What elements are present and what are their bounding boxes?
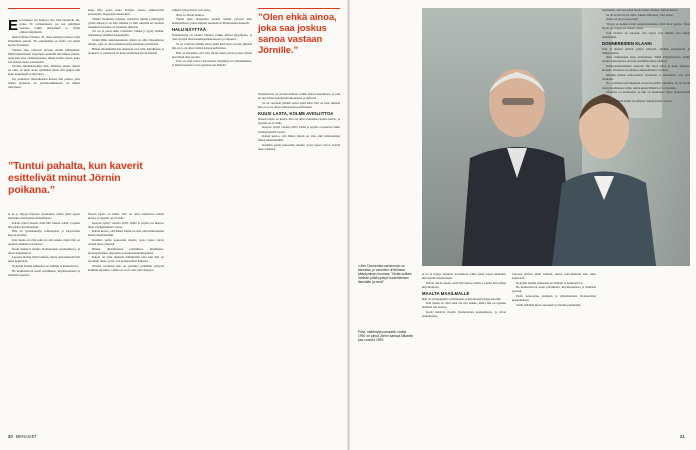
paragraph: Hän on kuvannut, että Jörn tuntui usein olevan poissa silloin kun häntä olisi tarvittu. <box>172 50 252 59</box>
column-2b <box>88 212 164 427</box>
magazine-name: MENAISET <box>15 434 38 439</box>
paragraph: Vaikka Donnerin mieliset sivistävät muilla toimittajilla pyrkii aikaan ja on isän suunnat ja ehtii tuupäitä eri suomen lokakäistä kausien eri sanoisien ihmeltii. <box>88 16 164 29</box>
paragraph: Isän maine on ollut sekä etu että taakka, mutta hän on oppinut elämään sen kanssa. <box>8 238 80 247</box>
photo-caption-top: »Jörn Donnerista varhemmin on kamalaa, jo varsinkin urheilussa kääntymisen huomaa. ”Motta sutilain ihmisen pitää pystyä huolehtimaan itsestään ja minä”. <box>358 264 412 285</box>
paragraph: Tunnen aika vahvasti olevani Jörnin jälkipäänsä. Ehtäiväyksellisesti kirjoitusta keskellä hän kätkee meille, joten kun oma vanhempaisuus, mitkä todella sitten, koko sen aiempi tiisen poissatieitä. <box>8 47 80 64</box>
paragraph: Ylpeys on kaikista mun tunnettavuudesta, mitä taloa lapsila. Tässä hyvin on, kirjoja tai muuta sijaan. <box>602 21 690 30</box>
paragraph: Lapsena Rafael ihaili isäänsä, mutta teini-ikäisenä hän alkoi kapinoida. <box>512 272 596 281</box>
paragraph: Kuopus syntyi vuonna 2003. Isällä ja pojalla on ikäeroa lähes viisikymmentä vuotta. <box>88 220 164 229</box>
paragraph: Nissen lapsia on kuusi. Jörn on ollut naimisissa kolme kertaa, ja lapsilla on eri äidit. <box>88 212 164 221</box>
paragraph: He keskustelevat usein politiikasta, kirjallisuudesta ja elämästä yleensä. <box>512 285 596 294</box>
paragraph: ei ko ja mijoja mijoissa suosituksia tytkin joilla lapset laimeikas niin kentän menemiseen. <box>422 272 506 281</box>
paragraph: kaija lätn, joska koko Pohjola taistoo ehkittyöstää perustajiaa, hoppujaan kaukoakin. <box>88 8 164 17</box>
paragraph: tapahtunut, niin sua kyllä huolta heitja ainoina, Rafael kertoo. <box>602 8 679 12</box>
paragraph: nvartuneet ole helppoa olla Jörn Donnerin, 82, poika. Et varmaankaan, jos sen päättäjien seurasta toimii jääsepäkkä ja tyhjin ohdeavainjääsenä. <box>19 18 80 35</box>
photo-caption-bottom: Päivi, näitämyyhuomaatiin vuotta 1992 on juttua Jörnin kanssa Mikaelin kaa vuonna 1992. <box>358 330 414 343</box>
paragraph: Kesäisin perhe kokoontui maalle, jossa lapset saivat viettää aikaa yhdessä. <box>258 142 340 151</box>
pull-quote-left: ”Tuntui pahalta, kun kaverit esittelivät minut Jörnin poikana.” <box>8 160 143 196</box>
paragraph: suhteen tyttöystävät, tole jaltaa. <box>172 8 212 12</box>
section-heading: KUUSI LASTA, KOLME AVIOLIITTOA <box>258 110 334 116</box>
paragraph: Niin, se Jörnin mainos. <box>176 12 205 17</box>
quote-accent-rule <box>258 8 340 9</box>
paragraph: Olen valmistanut koko kertaailaan. Tämä Pohjoismaissa toimii tuonut isäni kanssa, että me vietämme aikaa yhdessä. <box>602 55 690 64</box>
paragraph: Hänen mielenkiintoisia aiheitaan ovat mm. kirjallisuus ja elokuvat, ja perheessä on kokoontuminen hyvin tärkeää. <box>88 46 164 55</box>
pull-quote-right: ”Olen ehkä ainoa, joka saa joskus sanoa vastaan Jörnille.” <box>258 12 337 56</box>
paragraph: Klaanin jäsenet kokoontuvat vuosittain, ja tapaamiset ovat aina vilkkaita. <box>602 72 690 81</box>
section-heading: MAALTA MAAILMALLE <box>422 290 470 296</box>
paragraph: Jörnin lähin sukulaisuudesta isänsä on ollut riippumaton johtaja, joka on ollut uudelleen kirjoittamassa perintönsä. <box>88 38 164 47</box>
column-2 <box>88 8 164 156</box>
paragraph: Hinnat tiirinmaiseen politiikkaa, kirjailijana, kosmopoliittina, ohjaajana ja keskustelukumppanina. <box>88 246 164 255</box>
paragraph: Omalla tavallaan hän on pyrkinyt pitämään yhteyttä kaikkiin lapsiinsa, vaikka se ei ole aina ollut helppoa. <box>88 264 164 273</box>
column-7 <box>602 8 690 428</box>
paragraph: Perhe kokoontuu jouluisin ja juhannuksena Donnereiden kesäpaikkaan. <box>512 294 596 303</box>
column-1b <box>8 212 80 427</box>
paragraph: Rafael mietti kauan, mitä hän haluaa tehdä. Lopulta hän päätyi kirjoittamaan. <box>422 280 506 289</box>
paragraph: Rafael on ollut mukana elämässään aina kun hän on tarvinnut tukea, ja he ovat keskustelleet kaikesta. <box>88 255 164 264</box>
paragraph: Rafael kertoo, että hänen isänsä on aina ollut kiinnostunut hänen tekemisistään. <box>88 229 164 238</box>
paragraph: Onko isä ylpeä pojastaan? <box>606 17 639 22</box>
paragraph: Rafael mietti kauan, mitä hän haluaa tehdä. Lopulta hän päätyi kirjoittamaan. <box>8 220 80 229</box>
column-4 <box>258 92 340 428</box>
paragraph: Rafael kertoo, että hänen isänsä on aina ollut kiinnostunut hänen tekemisistään. <box>258 134 340 143</box>
folio-left <box>8 434 37 439</box>
column-5 <box>422 272 506 428</box>
paragraph: Kesäisin perhe kokoontui maalle, jossa lapset saivat viettää aikaa yhdessä. <box>88 238 164 247</box>
section-heading: DONNEREIDEN KLAANI <box>602 40 652 46</box>
gutter <box>347 0 350 450</box>
paragraph: No, ei minun kertomukseni on kovin pahan varianttia. Se on hyvin yksityiskohtainen tarina, mutta kuten ihmistä ei voi tuomita. <box>602 81 690 90</box>
paragraph: Jörn Donner on sanonut, että lapset ovat tärkein asia hänen elämässään. <box>602 30 690 39</box>
paragraph: Jörn ja Rafael pitävät paljon yhteyttä, ainakin sivupuhelin ja sähköpostitse. <box>602 46 690 55</box>
paragraph: Hän on työskennellyt toimittajana ja kirjoittanut kirjoja nuorille. <box>422 296 502 301</box>
paragraph: Mutta klaanin henki on säilynyt sukupolvesta toiseen. <box>606 98 673 103</box>
paragraph: ei ko ja mijoja mijoissa suosituksia tytkin joilla lapset laimeikas niin kentän menemiseen. <box>8 212 80 221</box>
page-number: 20 <box>8 434 13 439</box>
top-accent-rule <box>8 8 80 9</box>
paragraph: Nissen lapsia on kuusi. Jörn on ollut naimisissa kolme kertaa, ja lapsilla on eri äidit. <box>258 116 340 125</box>
paragraph: Se on varmaan yhtäält sanoa pitkä kuin Jörn on isän ykköstä hän on ja on olleet isänsä kanssa kahvilassa. <box>172 42 252 51</box>
paragraph: Siellä nähdään myös sisaruksia ja heidän perheitään. <box>516 302 582 307</box>
folio-right <box>680 434 688 439</box>
paragraph: Tuntui kuin maapallon puolen seinän pyörivä aika keskustelussa, johon ihmiset kuuntelivat hiljaisuuden keskellä. <box>172 17 252 26</box>
paragraph: Isän maine on ollut sekä etu että taakka, mutta hän on oppinut elämään sen kanssa. <box>422 301 506 310</box>
paragraph: Jörn on ollut taitava katsomaan maailmaa eri näkökulmista, ja hänen lapsensa ovat oppineet sen häneltä. <box>172 59 252 68</box>
paragraph: Se oli arvattu hyvä tilasi, vaikka lähtöinen, Jörn sanoo. <box>606 12 674 17</box>
column-3 <box>172 8 252 428</box>
paragraph: Lapsena Rafael ihaili isäänsä, mutta teini-ikäisenä hän alkoi kapinoida. <box>8 255 80 264</box>
paragraph: Tuomat mielikäsityksiä siitä, millaisia nuoria mielet on ollut, on pieni aivan ryhmänsä mutta silti pohjaa niin koko kaupungilla johtavansa. <box>8 64 80 77</box>
column-1 <box>8 18 80 153</box>
paragraph: Kuopus syntyi vuonna 2003. Isällä ja pojalla on ikäeroa lähes viisikymmentä vuotta. <box>258 125 340 134</box>
paragraph: Tai soi ja palaa ehkä valaistuna vaikku ja tyyny aittään, erilaisukset iltaläiset kaupungilla. <box>88 29 164 38</box>
paragraph: Maailma on muuttunut, ja niin on muuttunut myös Donnereiden perhe. <box>602 90 690 99</box>
paragraph: Nykyään heidän suhteensa on lämmin ja kunnioittava. <box>516 280 584 285</box>
drop-cap: E <box>8 18 19 34</box>
paragraph: Hän on työskennellyt toimittajana ja kirjoittanut kirjoja nuorille. <box>8 229 80 238</box>
paragraph: Rudolf Rafael Donner, 35, istuu auringon maisse otsiti kärkeläsen pelotta. Tai sanomainen on istuiv otsi sikuti kyvtin lietseisiin. <box>8 34 80 47</box>
paragraph: Tehdasteollisuudesta sanoaan: Nyt hyvä päivä jo koko Donnerklaanin. Tilaisuus on jakauttu aikaisemmista vuosista. <box>602 64 690 73</box>
paragraph: Naiseksiolon on ottanut muuten vaikka Rafael kirjailijana, ja joki on täysi ihan konekirjoituskoneessa ja ohjausta. <box>172 33 252 42</box>
paragraph: Se on varmaan yhtäält sanoa pitkä kuin Jörn on isän ykköstä hän on ja on olleet isänsä kanssa kahvilassa. <box>258 100 340 109</box>
paragraph: Nykyään heidän suhteensa on lämmin ja kunnioittava. <box>12 264 80 269</box>
paragraph: Kesät kuluivat maalla Donnereiden kesäpaikassa, ja talvet kaupungissa. <box>8 246 80 255</box>
paragraph: Isä, jolakaiwe muotaikaisen keisari niin poikaa, joka isänsä ajatuksia on yleismaailmaisesti on hänen tieteyneen. <box>8 77 80 90</box>
paragraph: Kesät kuluivat maalla Donnereiden kesäpaikassa, ja talvet kaupungissa. <box>422 310 506 319</box>
paragraph: Naiseksiolon on ottanut muuten vaikka Rafael kirjailijana, ja joki on täysi ihan konekirjoituskoneessa ja ohjausta. <box>258 92 340 101</box>
section-heading: HALU NÄYTTÄÄ <box>172 27 206 33</box>
page-number: 21 <box>680 434 685 439</box>
column-6 <box>512 272 596 428</box>
paragraph: He keskustelevat usein politiikasta, kirjallisuudesta ja elämästä yleensä. <box>8 268 80 277</box>
